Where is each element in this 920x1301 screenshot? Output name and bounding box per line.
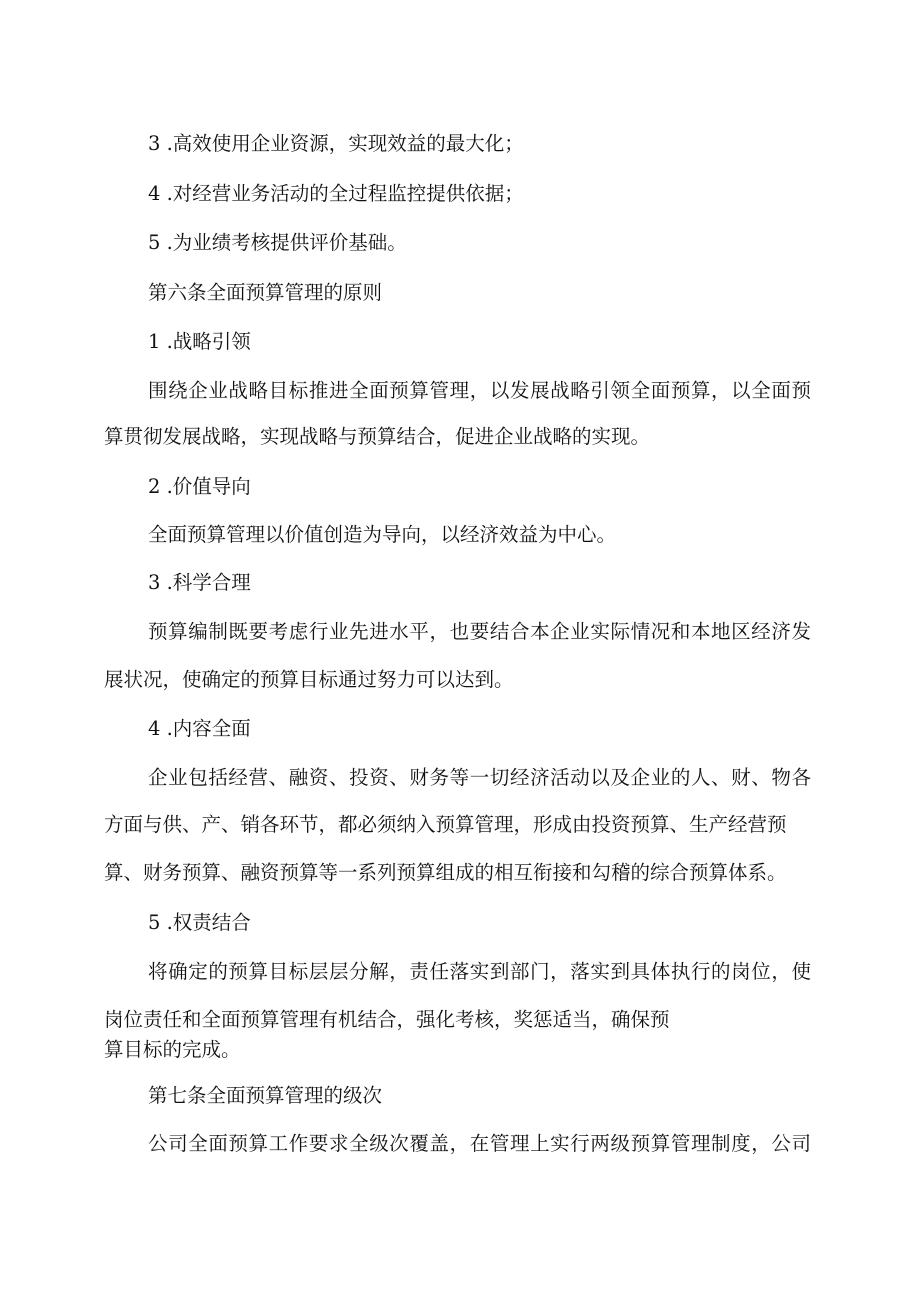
list-item-5: 5 .为业绩考核提供评价基础。: [148, 231, 407, 254]
paragraph-line: 公司全面预算工作要求全级次覆盖，在管理上实行两级预算管理制度，公司: [148, 1132, 811, 1155]
paragraph-line: 岗位责任和全面预算管理有机结合，强化考核，奖惩适当，确保预: [104, 1008, 670, 1031]
paragraph-line: 算贯彻发展战略，实现战略与预算结合，促进企业战略的实现。: [104, 425, 651, 448]
paragraph-line: 展状况，使确定的预算目标通过努力可以达到。: [104, 668, 514, 691]
principle-4-heading: 4 .内容全面: [148, 717, 251, 740]
principle-1-heading: 1 .战略引领: [148, 330, 251, 353]
list-item-4: 4 .对经营业务活动的全过程监控提供依据；: [148, 182, 524, 205]
paragraph-line: 算目标的完成。: [104, 1038, 241, 1061]
paragraph-line: 企业包括经营、融资、投资、财务等一切经济活动以及企业的人、财、物各: [148, 766, 811, 789]
article-7-heading: 第七条全面预算管理的级次: [148, 1084, 383, 1107]
paragraph-line: 全面预算管理以价值创造为导向，以经济效益为中心。: [148, 523, 617, 546]
paragraph-line: 方面与供、产、销各环节，都必须纳入预算管理，形成由投资预算、生产经营预: [104, 813, 787, 836]
paragraph-line: 将确定的预算目标层层分解，责任落实到部门，落实到具体执行的岗位，使: [148, 960, 811, 983]
list-item-3: 3 .高效使用企业资源，实现效益的最大化；: [148, 132, 524, 155]
paragraph-line: 预算编制既要考虑行业先进水平，也要结合本企业实际情况和本地区经济发: [148, 620, 811, 643]
principle-3-heading: 3 .科学合理: [148, 571, 251, 594]
principle-2-heading: 2 .价值导向: [148, 475, 251, 498]
article-6-heading: 第六条全面预算管理的原则: [148, 281, 383, 304]
principle-5-heading: 5 .权责结合: [148, 911, 251, 934]
paragraph-line: 算、财务预算、融资预算等一系列预算组成的相互衔接和勾稽的综合预算体系。: [104, 861, 787, 884]
paragraph-line: 围绕企业战略目标推进全面预算管理，以发展战略引领全面预算，以全面预: [148, 379, 811, 402]
